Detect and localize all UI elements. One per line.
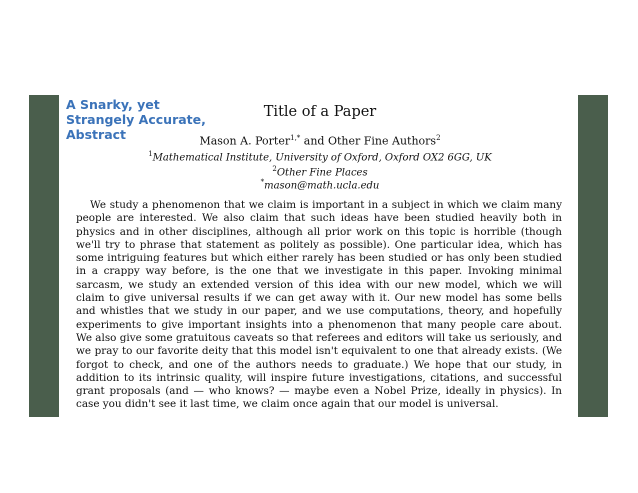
paper-title: Title of a Paper xyxy=(263,104,377,120)
left-decorative-bar xyxy=(29,95,59,417)
right-decorative-bar xyxy=(578,95,608,417)
abstract-text: We study a phenomenon that we claim is important in a subject in which we claim many people are interested. We also claim that such ideas have been studied heavily both in physics and in other disciplines, although all prior work on this topic is horrible (though we'll try to phrase that statement as politely as possible). One particular idea, which has some intriguing features but which either rarely has been studied or has only been studied in a crappy way before, is the one that we investigate in this paper. Invoking minimal sarcasm, we study an extended version of this idea with our new model, which we will claim to give universal results if we can get away with it. Our new model has some bells and whistles that we study in our paper, and we use computations, theory, and hopefully experiments to give important insights into a phenomenon that many people care about. We also give some gratuitous caveats so that referees and editors will take us seriously, and we pray to our favorite deity that this model isn't equivalent to one that already exists. (We forgot to check, and one of the authors needs to graduate.) We hope that our study, in addition to its intrinsic quality, will inspire future investigations, citations, and successful grant proposals (and — who knows? — maybe even a Nobel Prize, ideally in physics). In case you didn't see it last time, we claim once again that our model is universal. xyxy=(76,199,562,411)
affiliation-2-mark: 2 xyxy=(272,165,277,173)
caption-line-1: A Snarky, yet xyxy=(66,97,160,112)
author-others: and Other Fine Authors xyxy=(300,134,437,148)
author-primary-mark: 1,* xyxy=(290,134,301,142)
affiliation-1 xyxy=(120,150,520,163)
caption-line-3: Abstract xyxy=(66,127,127,142)
caption-line-2: Strangely Accurate, xyxy=(66,112,206,127)
author-primary: Mason A. Porter xyxy=(199,134,291,148)
contact-email-text: mason@math.ucla.edu xyxy=(264,180,380,192)
contact-email-mark: * xyxy=(260,178,265,186)
author-others-mark: 2 xyxy=(436,134,441,142)
affiliation-1-mark: 1 xyxy=(148,150,153,158)
paper-authors xyxy=(150,134,490,148)
affiliation-2 xyxy=(120,165,520,178)
affiliation-1-text: Mathematical Institute, University of Oxford, Oxford OX2 6GG, UK xyxy=(152,152,492,164)
contact-email xyxy=(120,178,520,191)
affiliation-2-text: Other Fine Places xyxy=(276,167,368,179)
